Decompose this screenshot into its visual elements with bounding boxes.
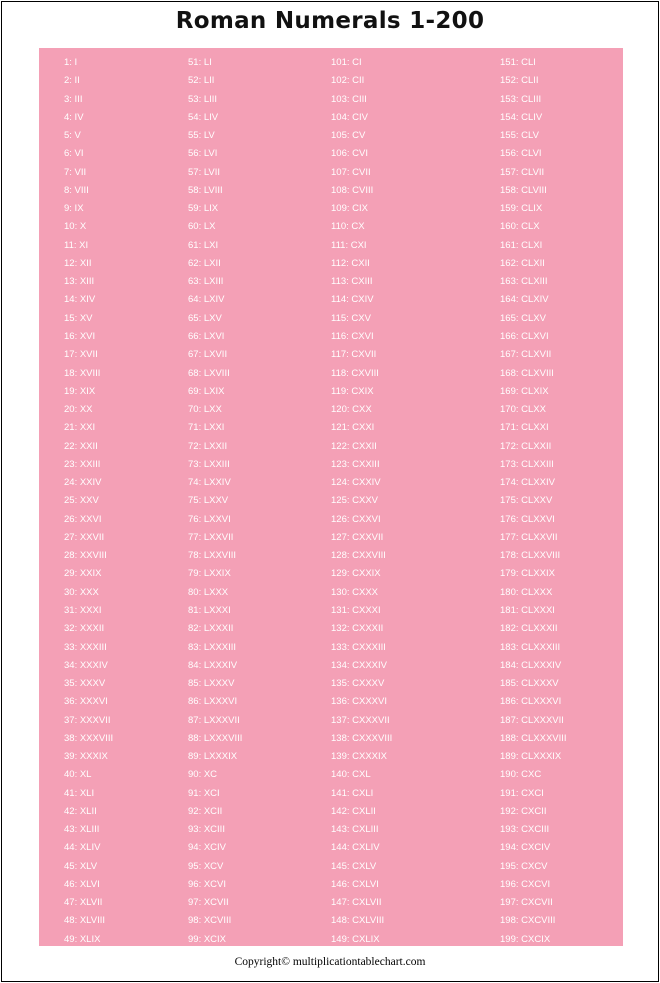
numeral-entry: 62: LXII: [188, 257, 221, 269]
numeral-entry: 151: CLI: [500, 57, 536, 68]
numeral-entry: 58: LVIII: [188, 184, 223, 196]
numeral-entry: 51: LI: [188, 57, 212, 68]
numeral-entry: 3: III: [64, 93, 83, 105]
numeral-entry: 132: CXXXII: [331, 623, 384, 635]
numeral-entry: 105: CV: [331, 130, 366, 142]
numeral-entry: 117: CXVII: [331, 349, 377, 361]
numeral-entry: 192: CXCII: [500, 805, 547, 817]
numeral-entry: 95: XCV: [188, 860, 224, 872]
numeral-entry: 193: CXCIII: [500, 824, 550, 836]
numeral-entry: 172: CLXXII: [500, 440, 552, 452]
numeral-entry: 66: LXVI: [188, 330, 225, 342]
column-1: [64, 54, 113, 949]
numeral-entry: 144: CXLIV: [331, 842, 380, 854]
numeral-entry: 87: LXXXVII: [188, 714, 240, 726]
numeral-entry: 98: XCVIII: [188, 915, 232, 927]
numeral-entry: 111: CXI: [331, 239, 367, 251]
numeral-entry: 177: CLXXVII: [500, 531, 558, 543]
numeral-entry: 80: LXXX: [188, 586, 229, 598]
numeral-entry: 22: XXII: [64, 440, 98, 452]
numeral-entry: 31: XXXI: [64, 604, 102, 616]
numeral-entry: 55: LV: [188, 130, 215, 142]
numeral-entry: 179: CLXXIX: [500, 568, 555, 580]
numeral-entry: 5: V: [64, 130, 81, 142]
numeral-entry: 190: CXC: [500, 769, 542, 781]
numeral-entry: 94: XCIV: [188, 842, 227, 854]
numeral-entry: 197: CXCVII: [500, 897, 553, 909]
numeral-entry: 71: LXXI: [188, 422, 225, 434]
numeral-entry: 198: CXCVIII: [500, 915, 556, 927]
numeral-entry: 134: CXXXIV: [331, 659, 387, 671]
numeral-entry: 30: XXX: [64, 586, 99, 598]
numeral-entry: 2: II: [64, 75, 80, 87]
numeral-entry: 23: XXIII: [64, 458, 101, 470]
numeral-entry: 8: VIII: [64, 184, 89, 196]
column-2: [188, 54, 242, 949]
numeral-entry: 102: CII: [331, 75, 365, 87]
numeral-entry: 72: LXXII: [188, 440, 228, 452]
numeral-entry: 164: CLXIV: [500, 294, 549, 306]
numeral-entry: 82: LXXXII: [188, 623, 234, 635]
numeral-entry: 188: CLXXXVIII: [500, 732, 567, 744]
numeral-entry: 157: CLVII: [500, 166, 545, 178]
numeral-entry: 60: LX: [188, 221, 216, 233]
numeral-entry: 187: CLXXXVII: [500, 714, 564, 726]
numeral-entry: 53: LIII: [188, 93, 218, 105]
numeral-entry: 135: CXXXV: [331, 678, 385, 690]
numeral-entry: 166: CLXVI: [500, 330, 549, 342]
numeral-entry: 11: XI: [64, 239, 89, 251]
numeral-entry: 34: XXXIV: [64, 659, 108, 671]
numeral-entry: 122: CXXII: [331, 440, 377, 452]
numeral-entry: 143: CXLIII: [331, 824, 379, 836]
numeral-entry: 21: XXI: [64, 422, 96, 434]
numeral-entry: 6: VI: [64, 148, 84, 160]
numeral-entry: 141: CXLI: [331, 787, 374, 799]
numeral-entry: 74: LXXIV: [188, 477, 231, 489]
numeral-entry: 49: XLIX: [64, 933, 101, 945]
numeral-entry: 45: XLV: [64, 860, 98, 872]
numeral-entry: 130: CXXX: [331, 586, 378, 598]
numeral-entry: 145: CXLV: [331, 860, 377, 872]
numeral-entry: 101: CI: [331, 57, 362, 68]
numeral-entry: 126: CXXVI: [331, 513, 381, 525]
numeral-entry: 57: LVII: [188, 166, 221, 178]
numeral-entry: 173: CLXXIII: [500, 458, 554, 470]
numeral-entry: 129: CXXIX: [331, 568, 381, 580]
numeral-entry: 91: XCI: [188, 787, 220, 799]
numeral-entry: 160: CLX: [500, 221, 540, 233]
numeral-entry: 118: CXVIII: [331, 367, 379, 379]
numeral-entry: 149: CXLIX: [331, 933, 380, 945]
numeral-entry: 108: CVIII: [331, 184, 374, 196]
numeral-entry: 199: CXCIX: [500, 933, 551, 945]
numeral-entry: 112: CXII: [331, 257, 370, 269]
numeral-entry: 125: CXXV: [331, 495, 378, 507]
numeral-entry: 59: LIX: [188, 203, 219, 215]
numeral-entry: 183: CLXXXIII: [500, 641, 561, 653]
numeral-entry: 139: CXXXIX: [331, 751, 387, 763]
numeral-entry: 191: CXCI: [500, 787, 544, 799]
numeral-entry: 18: XVIII: [64, 367, 101, 379]
numeral-entry: 75: LXXV: [188, 495, 229, 507]
numeral-entry: 124: CXXIV: [331, 477, 381, 489]
numeral-entry: 163: CLXIII: [500, 276, 548, 288]
numeral-entry: 15: XV: [64, 312, 93, 324]
numeral-entry: 37: XXXVII: [64, 714, 111, 726]
numeral-entry: 4: IV: [64, 111, 84, 123]
numeral-entry: 167: CLXVII: [500, 349, 552, 361]
numeral-entry: 113: CXIII: [331, 276, 373, 288]
numeral-entry: 195: CXCV: [500, 860, 548, 872]
numeral-entry: 155: CLV: [500, 130, 539, 142]
numeral-entry: 153: CLIII: [500, 93, 542, 105]
numeral-entry: 79: LXXIX: [188, 568, 231, 580]
numeral-entry: 24: XXIV: [64, 477, 102, 489]
numeral-entry: 119: CXIX: [331, 385, 374, 397]
numeral-entry: 158: CLVIII: [500, 184, 547, 196]
numeral-entry: 97: XCVII: [188, 897, 229, 909]
numeral-entry: 29: XXIX: [64, 568, 102, 580]
numeral-entry: 76: LXXVI: [188, 513, 231, 525]
numeral-entry: 109: CIX: [331, 203, 368, 215]
numeral-entry: 168: CLXVIII: [500, 367, 554, 379]
numeral-entry: 185: CLXXXV: [500, 678, 559, 690]
numeral-entry: 140: CXL: [331, 769, 371, 781]
numeral-entry: 52: LII: [188, 75, 215, 87]
numeral-entry: 110: CX: [331, 221, 365, 233]
numeral-entry: 186: CLXXXVI: [500, 696, 562, 708]
numeral-entry: 138: CXXXVIII: [331, 732, 393, 744]
numeral-entry: 33: XXXIII: [64, 641, 107, 653]
numeral-entry: 32: XXXII: [64, 623, 105, 635]
numeral-entry: 123: CXXIII: [331, 458, 380, 470]
numeral-entry: 48: XLVIII: [64, 915, 106, 927]
numeral-entry: 196: CXCVI: [500, 878, 551, 890]
numeral-entry: 146: CXLVI: [331, 878, 379, 890]
numeral-entry: 142: CXLII: [331, 805, 376, 817]
numeral-entry: 175: CLXXV: [500, 495, 553, 507]
numeral-entry: 27: XXVII: [64, 531, 105, 543]
numeral-entry: 156: CLVI: [500, 148, 542, 160]
numeral-entry: 13: XIII: [64, 276, 95, 288]
numeral-entry: 42: XLII: [64, 805, 97, 817]
numeral-entry: 120: CXX: [331, 404, 372, 416]
numeral-entry: 114: CXIV: [331, 294, 374, 306]
numeral-entry: 162: CLXII: [500, 257, 545, 269]
numeral-entry: 96: XCVI: [188, 878, 227, 890]
numeral-entry: 38: XXXVIII: [64, 732, 114, 744]
numeral-entry: 86: LXXXVI: [188, 696, 238, 708]
numeral-entry: 170: CLXX: [500, 404, 546, 416]
numeral-entry: 154: CLIV: [500, 111, 543, 123]
numeral-entry: 93: XCIII: [188, 824, 225, 836]
numeral-entry: 131: CXXXI: [331, 604, 381, 616]
numeral-entry: 152: CLII: [500, 75, 539, 87]
numeral-entry: 171: CLXXI: [500, 422, 549, 434]
numeral-entry: 63: LXIII: [188, 276, 224, 288]
numeral-entry: 83: LXXXIII: [188, 641, 237, 653]
numeral-entry: 46: XLVI: [64, 878, 100, 890]
numeral-entry: 12: XII: [64, 257, 92, 269]
numeral-entry: 16: XVI: [64, 330, 96, 342]
numeral-entry: 39: XXXIX: [64, 751, 108, 763]
numeral-entry: 69: LXIX: [188, 385, 225, 397]
numeral-entry: 189: CLXXXIX: [500, 751, 562, 763]
numeral-entry: 90: XC: [188, 769, 218, 781]
numeral-entry: 89: LXXXIX: [188, 751, 238, 763]
numeral-entry: 115: CXV: [331, 312, 371, 324]
numeral-entry: 41: XLI: [64, 787, 95, 799]
numeral-entry: 103: CIII: [331, 93, 367, 105]
numeral-entry: 128: CXXVIII: [331, 550, 386, 562]
numeral-entry: 14: XIV: [64, 294, 96, 306]
numeral-entry: 182: CLXXXII: [500, 623, 558, 635]
numeral-entry: 127: CXXVII: [331, 531, 384, 543]
numeral-entry: 133: CXXXIII: [331, 641, 386, 653]
numeral-entry: 169: CLXIX: [500, 385, 549, 397]
numeral-entry: 67: LXVII: [188, 349, 228, 361]
numeral-entry: 77: LXXVII: [188, 531, 234, 543]
numeral-entry: 40: XL: [64, 769, 92, 781]
page-title: Roman Numerals 1-200: [175, 8, 485, 34]
numeral-entry: 43: XLIII: [64, 824, 100, 836]
numeral-entry: 116: CXVI: [331, 330, 374, 342]
numeral-entry: 99: XCIX: [188, 933, 227, 945]
numeral-entry: 35: XXXV: [64, 678, 106, 690]
numeral-entry: 148: CXLVIII: [331, 915, 385, 927]
numeral-entry: 194: CXCIV: [500, 842, 551, 854]
numeral-entry: 184: CLXXXIV: [500, 659, 562, 671]
numeral-entry: 26: XXVI: [64, 513, 102, 525]
numeral-entry: 61: LXI: [188, 239, 219, 251]
numeral-entry: 56: LVI: [188, 148, 218, 160]
column-3: [331, 54, 392, 949]
numeral-entry: 25: XXV: [64, 495, 99, 507]
numeral-entry: 85: LXXXV: [188, 678, 235, 690]
numeral-entry: 174: CLXXIV: [500, 477, 555, 489]
numeral-entry: 65: LXV: [188, 312, 222, 324]
numeral-entry: 9: IX: [64, 203, 84, 215]
numeral-entry: 7: VII: [64, 166, 87, 178]
numeral-entry: 136: CXXXVI: [331, 696, 387, 708]
numeral-entry: 176: CLXXVI: [500, 513, 555, 525]
numeral-entry: 107: CVII: [331, 166, 371, 178]
copyright-footer: Copyright© multiplicationtablechart.com: [234, 956, 426, 968]
numeral-entry: 181: CLXXXI: [500, 604, 555, 616]
numeral-entry: 73: LXXIII: [188, 458, 230, 470]
numeral-entry: 44: XLIV: [64, 842, 101, 854]
numeral-entry: 121: CXXI: [331, 422, 375, 434]
numeral-entry: 92: XCII: [188, 805, 223, 817]
numeral-entry: 54: LIV: [188, 111, 219, 123]
numeral-entry: 165: CLXV: [500, 312, 546, 324]
numeral-entry: 36: XXXVI: [64, 696, 108, 708]
numeral-entry: 78: LXXVIII: [188, 550, 237, 562]
numeral-entry: 88: LXXXVIII: [188, 732, 243, 744]
numeral-entry: 147: CXLVII: [331, 897, 382, 909]
numeral-entry: 17: XVII: [64, 349, 98, 361]
numeral-entry: 81: LXXXI: [188, 604, 231, 616]
numeral-entry: 178: CLXXVIII: [500, 550, 561, 562]
numeral-entry: 180: CLXXX: [500, 586, 553, 598]
numeral-entry: 10: X: [64, 221, 87, 233]
numeral-entry: 159: CLIX: [500, 203, 543, 215]
numeral-entry: 68: LXVIII: [188, 367, 230, 379]
numeral-entry: 106: CVI: [331, 148, 368, 160]
numeral-entry: 64: LXIV: [188, 294, 225, 306]
numeral-entry: 20: XX: [64, 404, 93, 416]
column-4: [500, 54, 567, 949]
numeral-entry: 47: XLVII: [64, 897, 103, 909]
numeral-entry: 161: CLXI: [500, 239, 543, 251]
numerals-panel: [39, 48, 623, 946]
numeral-entry: 137: CXXXVII: [331, 714, 390, 726]
numeral-entry: 19: XIX: [64, 385, 96, 397]
numeral-entry: 84: LXXXIV: [188, 659, 238, 671]
numeral-entry: 1: I: [64, 57, 78, 68]
numeral-entry: 104: CIV: [331, 111, 368, 123]
numeral-entry: 70: LXX: [188, 404, 222, 416]
numeral-entry: 28: XXVIII: [64, 550, 107, 562]
